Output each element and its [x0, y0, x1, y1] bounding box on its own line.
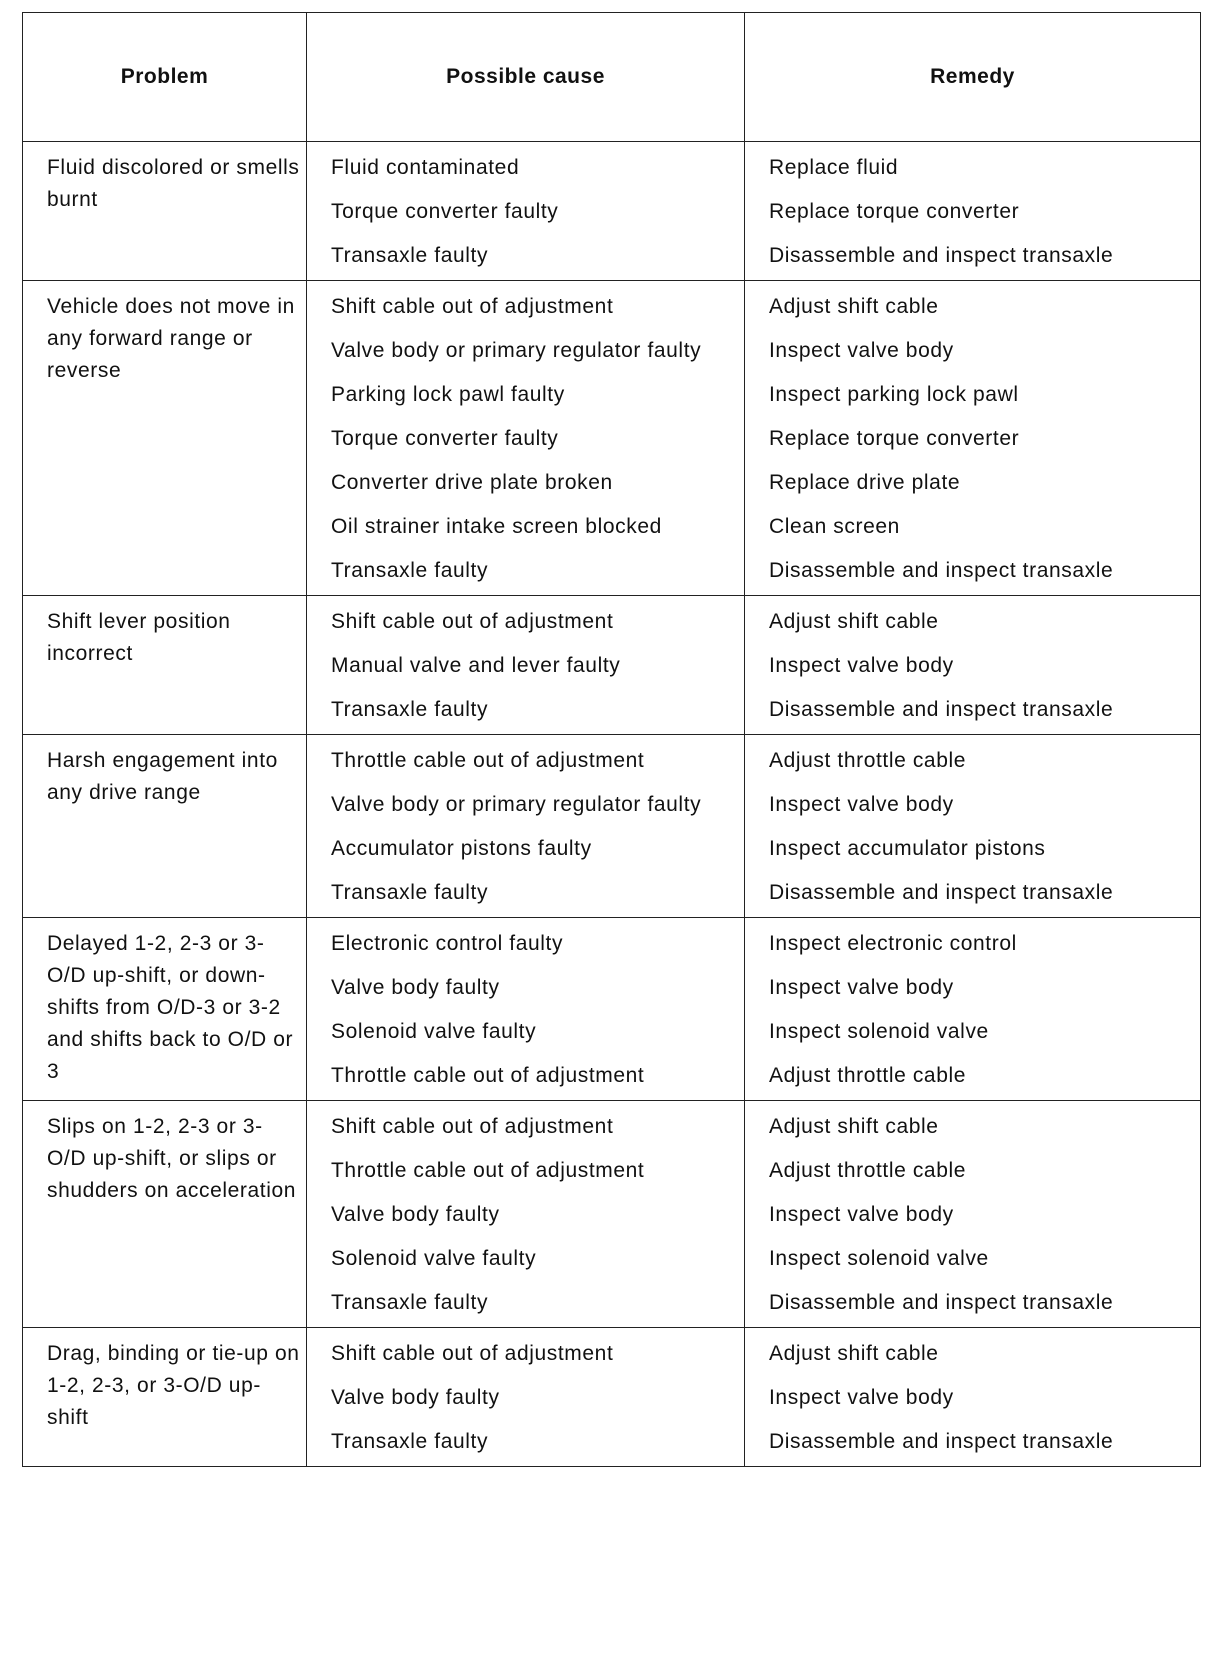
table-row — [23, 735, 1201, 918]
cause-item: Valve body faulty — [331, 1386, 500, 1409]
remedy-item: Disassemble and inspect transaxle — [769, 1291, 1114, 1314]
header-row — [23, 13, 1201, 142]
cause-item: Solenoid valve faulty — [331, 1247, 537, 1270]
cause-item: Accumulator pistons faulty — [331, 837, 592, 860]
cause-item: Fluid contaminated — [331, 156, 520, 179]
cause-cell — [307, 142, 745, 281]
cause-cell — [307, 735, 745, 918]
remedy-item: Replace drive plate — [769, 471, 961, 494]
table-row — [23, 918, 1201, 1101]
cause-item: Electronic control faulty — [331, 932, 564, 955]
remedy-item: Adjust throttle cable — [769, 1159, 967, 1182]
header-remedy: Remedy — [745, 13, 1201, 142]
remedy-item: Inspect accumulator pistons — [769, 837, 1046, 860]
remedy-cell — [745, 1328, 1201, 1467]
remedy-item: Inspect electronic control — [769, 932, 1017, 955]
remedy-item: Adjust shift cable — [769, 610, 939, 633]
cause-item: Shift cable out of adjustment — [331, 1115, 614, 1138]
remedy-item: Disassemble and inspect transaxle — [769, 559, 1114, 582]
remedy-item: Adjust shift cable — [769, 1115, 939, 1138]
header-problem: Problem — [23, 13, 307, 142]
problem-cell — [23, 1101, 307, 1328]
cause-item: Throttle cable out of adjustment — [331, 1159, 645, 1182]
cause-cell — [307, 918, 745, 1101]
problem-text: Slips on 1-2, 2-3 or 3-O/D up-shift, or slips or shudders on acceleration — [47, 1115, 297, 1202]
remedy-item: Disassemble and inspect transaxle — [769, 244, 1114, 267]
troubleshooting-sheet — [22, 12, 1200, 1467]
remedy-cell — [745, 1101, 1201, 1328]
cause-cell — [307, 1101, 745, 1328]
remedy-item: Disassemble and inspect transaxle — [769, 1430, 1114, 1453]
cause-item: Throttle cable out of adjustment — [331, 1064, 645, 1087]
cause-item: Shift cable out of adjustment — [331, 610, 614, 633]
table-body — [23, 142, 1201, 1467]
cause-item: Converter drive plate broken — [331, 471, 613, 494]
cause-item: Torque converter faulty — [331, 200, 559, 223]
remedy-item: Inspect valve body — [769, 793, 954, 816]
remedy-item: Inspect valve body — [769, 339, 954, 362]
remedy-cell — [745, 281, 1201, 596]
cause-item: Transaxle faulty — [331, 244, 489, 267]
remedy-item: Replace torque converter — [769, 200, 1020, 223]
remedy-item: Adjust shift cable — [769, 295, 939, 318]
table-row — [23, 1328, 1201, 1467]
cause-item: Valve body or primary regulator faulty — [331, 339, 702, 362]
cause-item: Transaxle faulty — [331, 1291, 489, 1314]
cause-item: Throttle cable out of adjustment — [331, 749, 645, 772]
remedy-item: Inspect valve body — [769, 654, 954, 677]
problem-cell — [23, 735, 307, 918]
problem-text: Fluid discolored or smells burnt — [47, 156, 300, 211]
troubleshooting-table — [22, 12, 1201, 1467]
remedy-item: Disassemble and inspect transaxle — [769, 881, 1114, 904]
cause-cell — [307, 281, 745, 596]
remedy-item: Disassemble and inspect transaxle — [769, 698, 1114, 721]
remedy-item: Inspect solenoid valve — [769, 1247, 989, 1270]
cause-item: Torque converter faulty — [331, 427, 559, 450]
problem-cell — [23, 596, 307, 735]
cause-cell — [307, 1328, 745, 1467]
problem-text: Delayed 1-2, 2-3 or 3-O/D up-shift, or down-shifts from O/D-3 or 3-2 and shifts back to O/D or 3 — [47, 932, 294, 1083]
problem-cell — [23, 142, 307, 281]
problem-cell — [23, 918, 307, 1101]
remedy-item: Clean screen — [769, 515, 900, 538]
table-row — [23, 1101, 1201, 1328]
cause-item: Shift cable out of adjustment — [331, 295, 614, 318]
problem-text: Harsh engagement into any drive range — [47, 749, 278, 804]
cause-cell — [307, 596, 745, 735]
remedy-item: Inspect valve body — [769, 1386, 954, 1409]
remedy-item: Inspect solenoid valve — [769, 1020, 989, 1043]
problem-cell — [23, 281, 307, 596]
cause-item: Transaxle faulty — [331, 1430, 489, 1453]
remedy-item: Inspect valve body — [769, 1203, 954, 1226]
remedy-cell — [745, 596, 1201, 735]
remedy-item: Adjust throttle cable — [769, 749, 967, 772]
table-row — [23, 281, 1201, 596]
remedy-item: Replace torque converter — [769, 427, 1020, 450]
cause-item: Transaxle faulty — [331, 881, 489, 904]
remedy-cell — [745, 918, 1201, 1101]
problem-text: Vehicle does not move in any forward range or reverse — [47, 295, 295, 382]
cause-item: Transaxle faulty — [331, 559, 489, 582]
problem-cell — [23, 1328, 307, 1467]
cause-item: Transaxle faulty — [331, 698, 489, 721]
table-row — [23, 142, 1201, 281]
cause-item: Oil strainer intake screen blocked — [331, 515, 662, 538]
cause-item: Parking lock pawl faulty — [331, 383, 565, 406]
table-row — [23, 596, 1201, 735]
cause-item: Shift cable out of adjustment — [331, 1342, 614, 1365]
cause-item: Solenoid valve faulty — [331, 1020, 537, 1043]
remedy-item: Inspect valve body — [769, 976, 954, 999]
problem-text: Shift lever position incorrect — [47, 610, 231, 665]
remedy-item: Replace fluid — [769, 156, 899, 179]
cause-item: Manual valve and lever faulty — [331, 654, 621, 677]
remedy-item: Adjust throttle cable — [769, 1064, 967, 1087]
remedy-cell — [745, 735, 1201, 918]
remedy-item: Adjust shift cable — [769, 1342, 939, 1365]
cause-item: Valve body faulty — [331, 976, 500, 999]
remedy-item: Inspect parking lock pawl — [769, 383, 1019, 406]
cause-item: Valve body faulty — [331, 1203, 500, 1226]
problem-text: Drag, binding or tie-up on 1-2, 2-3, or 3-O/D up-shift — [47, 1342, 300, 1429]
cause-item: Valve body or primary regulator faulty — [331, 793, 702, 816]
header-possible-cause: Possible cause — [307, 13, 745, 142]
remedy-cell — [745, 142, 1201, 281]
